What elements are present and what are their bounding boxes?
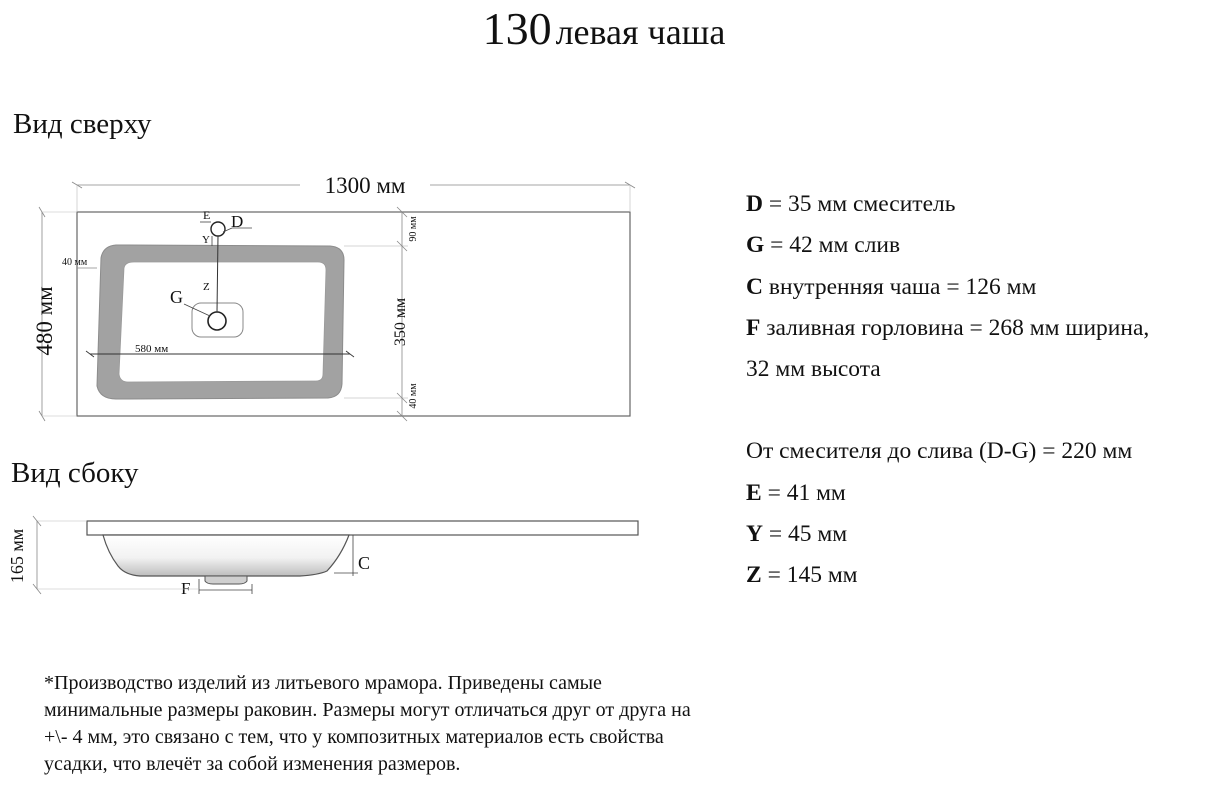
spec-d-g-distance: От смесителя до слива (D-G) = 220 мм bbox=[746, 438, 1133, 464]
label-c: C bbox=[358, 553, 371, 573]
model-name: левая чаша bbox=[555, 12, 726, 52]
side-view-heading: Вид сбоку bbox=[11, 457, 139, 489]
drain-neck bbox=[205, 576, 247, 584]
spec-c: C внутренняя чаша = 126 мм bbox=[746, 274, 1037, 300]
label-g: G bbox=[170, 287, 183, 307]
label-d: D bbox=[231, 212, 244, 231]
spec-f: F заливная горловина = 268 мм ширина, bbox=[746, 315, 1150, 341]
dim-length: 1300 мм bbox=[324, 173, 406, 198]
spec-e: E = 41 мм bbox=[746, 480, 846, 506]
countertop-side-outline bbox=[87, 521, 638, 535]
label-z: Z bbox=[203, 281, 210, 293]
label-y: Y bbox=[202, 234, 210, 246]
label-f: F bbox=[181, 579, 191, 598]
dim-front-margin: 40 мм bbox=[408, 383, 419, 409]
dim-bowl-width: 580 мм bbox=[135, 343, 169, 355]
dim-side-margin: 40 мм bbox=[62, 257, 88, 268]
bowl-side-body bbox=[103, 535, 349, 576]
faucet-hole bbox=[211, 222, 225, 236]
label-e: E bbox=[203, 208, 211, 222]
spec-f-height: 32 мм высота bbox=[746, 356, 881, 382]
spec-g: G = 42 мм слив bbox=[746, 232, 901, 258]
dim-bowl-depth: 350 мм bbox=[392, 297, 409, 347]
footnote: *Производство изделий из литьевого мрамора. Приведены самые минимальные размеры раковин. Размеры могут отличаться друг от друга на +\- 4 мм, это связано с тем, что у композитных материалов есть свойства усадки, что влечёт за собой изменения размеров. bbox=[44, 672, 691, 775]
drain-hole bbox=[208, 312, 226, 330]
dim-height: 165 мм bbox=[7, 528, 27, 584]
spec-d: D = 35 мм смеситель bbox=[746, 191, 956, 217]
dim-depth: 480 мм bbox=[32, 286, 57, 356]
spec-y: Y = 45 мм bbox=[746, 521, 848, 547]
top-view-heading: Вид сверху bbox=[13, 108, 152, 140]
spec-z: Z = 145 мм bbox=[746, 562, 858, 588]
dim-back-margin: 90 мм bbox=[408, 216, 419, 242]
model-number: 130 bbox=[482, 3, 552, 54]
